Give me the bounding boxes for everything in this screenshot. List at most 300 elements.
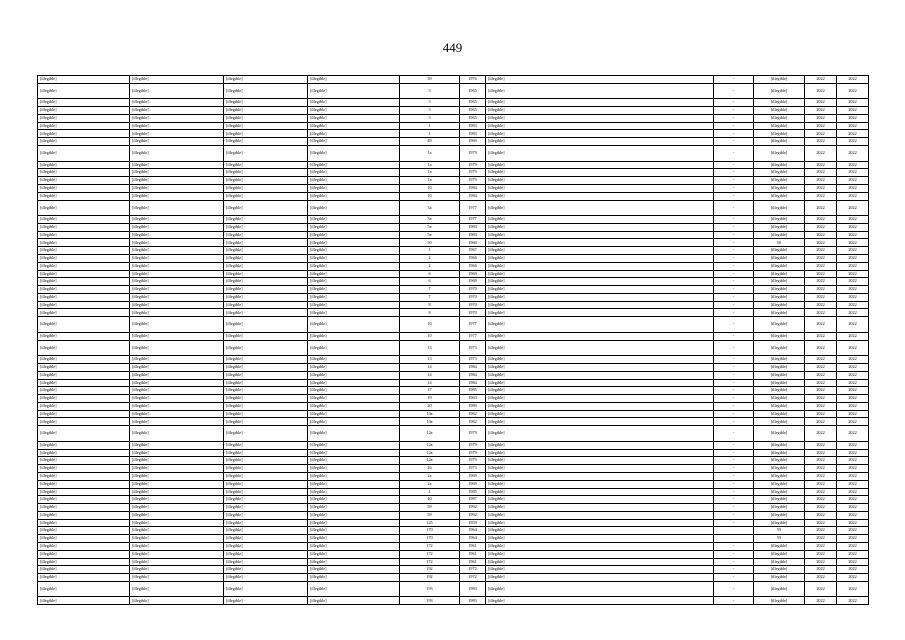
- cell-amount: [illegible]: [754, 301, 805, 309]
- cell-municipal-district: [illegible]: [38, 504, 130, 512]
- cell-year-end: 2022: [837, 130, 869, 138]
- table-row: [38, 457, 869, 465]
- cell-settlement: [illegible]: [224, 511, 308, 519]
- cell-okrug: [illegible]: [130, 122, 224, 130]
- table-row: [38, 496, 869, 504]
- cell-cost: -: [714, 402, 754, 410]
- table-row: [38, 192, 869, 200]
- cell-house-number: 3a: [400, 200, 460, 216]
- table-row: [38, 223, 869, 231]
- cell-work-type: [illegible]: [486, 395, 714, 403]
- cell-street: [illegible]: [308, 262, 400, 270]
- cell-year-end: 2022: [837, 114, 869, 122]
- table-row: [38, 371, 869, 379]
- cell-amount: [illegible]: [754, 581, 805, 597]
- table-row: [38, 83, 869, 99]
- cell-amount: [illegible]: [754, 255, 805, 263]
- cell-cost: -: [714, 76, 754, 84]
- cell-house-number: 2: [400, 255, 460, 263]
- cell-cost: -: [714, 449, 754, 457]
- cell-build-year: 1970: [460, 293, 486, 301]
- cell-cost: -: [714, 418, 754, 426]
- cell-amount: [illegible]: [754, 426, 805, 442]
- cell-municipal-district: [illegible]: [38, 402, 130, 410]
- cell-house-number: 2a: [400, 472, 460, 480]
- cell-work-type: [illegible]: [486, 402, 714, 410]
- cell-build-year: 1979: [460, 457, 486, 465]
- cell-work-type: [illegible]: [486, 356, 714, 364]
- cell-build-year: 1969: [460, 270, 486, 278]
- cell-municipal-district: [illegible]: [38, 395, 130, 403]
- table-row: [38, 262, 869, 270]
- cell-year-end: 2022: [837, 597, 869, 605]
- cell-amount: [illegible]: [754, 511, 805, 519]
- cell-year-start: 2022: [805, 535, 837, 543]
- cell-okrug: [illegible]: [130, 472, 224, 480]
- cell-municipal-district: [illegible]: [38, 542, 130, 550]
- cell-settlement: [illegible]: [224, 317, 308, 333]
- cell-year-start: 2022: [805, 216, 837, 224]
- cell-work-type: [illegible]: [486, 200, 714, 216]
- cell-cost: -: [714, 161, 754, 169]
- cell-cost: -: [714, 332, 754, 340]
- cell-municipal-district: [illegible]: [38, 387, 130, 395]
- cell-build-year: 1979: [460, 146, 486, 162]
- cell-municipal-district: [illegible]: [38, 574, 130, 582]
- cell-okrug: [illegible]: [130, 146, 224, 162]
- cell-build-year: 1972: [460, 566, 486, 574]
- cell-street: [illegible]: [308, 231, 400, 239]
- cell-year-start: 2022: [805, 449, 837, 457]
- table-row: [38, 177, 869, 185]
- cell-year-start: 2022: [805, 356, 837, 364]
- cell-house-number: 3: [400, 83, 460, 99]
- cell-municipal-district: [illegible]: [38, 200, 130, 216]
- cell-year-end: 2022: [837, 379, 869, 387]
- cell-okrug: [illegible]: [130, 317, 224, 333]
- cell-house-number: 14: [400, 363, 460, 371]
- cell-work-type: [illegible]: [486, 480, 714, 488]
- cell-work-type: [illegible]: [486, 542, 714, 550]
- cell-amount: [illegible]: [754, 161, 805, 169]
- table-row: [38, 239, 869, 247]
- cell-work-type: [illegible]: [486, 107, 714, 115]
- cell-amount: [illegible]: [754, 107, 805, 115]
- cell-year-start: 2022: [805, 146, 837, 162]
- cell-settlement: [illegible]: [224, 200, 308, 216]
- cell-street: [illegible]: [308, 387, 400, 395]
- table-row: [38, 114, 869, 122]
- cell-settlement: [illegible]: [224, 519, 308, 527]
- cell-house-number: 193: [400, 581, 460, 597]
- table-row: [38, 317, 869, 333]
- cell-year-end: 2022: [837, 371, 869, 379]
- table-row: [38, 504, 869, 512]
- cell-street: [illegible]: [308, 216, 400, 224]
- cell-cost: -: [714, 317, 754, 333]
- cell-build-year: 1977: [460, 200, 486, 216]
- cell-amount: [illegible]: [754, 480, 805, 488]
- cell-house-number: 59: [400, 504, 460, 512]
- table-row: [38, 138, 869, 146]
- cell-municipal-district: [illegible]: [38, 255, 130, 263]
- cell-build-year: 1976: [460, 76, 486, 84]
- cell-year-start: 2022: [805, 270, 837, 278]
- cell-street: [illegible]: [308, 395, 400, 403]
- cell-street: [illegible]: [308, 480, 400, 488]
- cell-build-year: 1977: [460, 332, 486, 340]
- cell-okrug: [illegible]: [130, 340, 224, 356]
- cell-build-year: 1967: [460, 247, 486, 255]
- cell-amount: [illegible]: [754, 542, 805, 550]
- cell-amount: [illegible]: [754, 130, 805, 138]
- cell-build-year: 1979: [460, 441, 486, 449]
- cell-build-year: 1965: [460, 114, 486, 122]
- cell-cost: -: [714, 107, 754, 115]
- cell-year-start: 2022: [805, 317, 837, 333]
- cell-work-type: [illegible]: [486, 83, 714, 99]
- cell-amount: [illegible]: [754, 169, 805, 177]
- cell-cost: -: [714, 216, 754, 224]
- cell-settlement: [illegible]: [224, 192, 308, 200]
- cell-year-start: 2022: [805, 465, 837, 473]
- cell-okrug: [illegible]: [130, 410, 224, 418]
- cell-settlement: [illegible]: [224, 363, 308, 371]
- cell-settlement: [illegible]: [224, 472, 308, 480]
- cell-municipal-district: [illegible]: [38, 216, 130, 224]
- cell-year-end: 2022: [837, 317, 869, 333]
- cell-street: [illegible]: [308, 239, 400, 247]
- cell-year-start: 2022: [805, 581, 837, 597]
- cell-work-type: [illegible]: [486, 371, 714, 379]
- cell-okrug: [illegible]: [130, 496, 224, 504]
- table-row: [38, 270, 869, 278]
- cell-year-start: 2022: [805, 114, 837, 122]
- table-row: [38, 122, 869, 130]
- cell-house-number: 170: [400, 535, 460, 543]
- cell-municipal-district: [illegible]: [38, 107, 130, 115]
- cell-year-start: 2022: [805, 550, 837, 558]
- cell-work-type: [illegible]: [486, 410, 714, 418]
- cell-year-end: 2022: [837, 558, 869, 566]
- cell-house-number: 1a: [400, 146, 460, 162]
- cell-year-start: 2022: [805, 597, 837, 605]
- cell-house-number: 170: [400, 527, 460, 535]
- cell-amount: [illegible]: [754, 395, 805, 403]
- cell-amount: [illegible]: [754, 340, 805, 356]
- cell-amount: [illegible]: [754, 387, 805, 395]
- cell-okrug: [illegible]: [130, 356, 224, 364]
- cell-amount: [illegible]: [754, 216, 805, 224]
- cell-municipal-district: [illegible]: [38, 169, 130, 177]
- cell-year-start: 2022: [805, 542, 837, 550]
- cell-year-start: 2022: [805, 402, 837, 410]
- cell-amount: [illegible]: [754, 441, 805, 449]
- cell-street: [illegible]: [308, 527, 400, 535]
- cell-year-end: 2022: [837, 480, 869, 488]
- cell-year-end: 2022: [837, 122, 869, 130]
- cell-build-year: 1961: [460, 542, 486, 550]
- cell-street: [illegible]: [308, 161, 400, 169]
- cell-settlement: [illegible]: [224, 410, 308, 418]
- cell-cost: [714, 535, 754, 543]
- cell-cost: -: [714, 441, 754, 449]
- cell-work-type: [illegible]: [486, 247, 714, 255]
- cell-work-type: [illegible]: [486, 76, 714, 84]
- cell-municipal-district: [illegible]: [38, 286, 130, 294]
- cell-house-number: 1: [400, 247, 460, 255]
- cell-year-end: 2022: [837, 426, 869, 442]
- cell-year-start: 2022: [805, 293, 837, 301]
- cell-year-end: 2022: [837, 457, 869, 465]
- cell-street: [illegible]: [308, 184, 400, 192]
- cell-amount: [illegible]: [754, 371, 805, 379]
- cell-house-number: 172: [400, 558, 460, 566]
- cell-amount: [illegible]: [754, 465, 805, 473]
- cell-street: [illegible]: [308, 278, 400, 286]
- cell-build-year: 1982: [460, 418, 486, 426]
- cell-year-end: 2022: [837, 574, 869, 582]
- table-row: [38, 465, 869, 473]
- cell-house-number: 13: [400, 340, 460, 356]
- table-row: [38, 332, 869, 340]
- cell-settlement: [illegible]: [224, 293, 308, 301]
- cell-okrug: [illegible]: [130, 550, 224, 558]
- cell-street: [illegible]: [308, 255, 400, 263]
- cell-cost: [714, 527, 754, 535]
- cell-amount: [illegible]: [754, 99, 805, 107]
- cell-year-start: 2022: [805, 262, 837, 270]
- cell-house-number: 2a: [400, 480, 460, 488]
- cell-cost: -: [714, 426, 754, 442]
- cell-amount: [illegible]: [754, 270, 805, 278]
- cell-municipal-district: [illegible]: [38, 247, 130, 255]
- cell-build-year: 1961: [460, 550, 486, 558]
- cell-year-end: 2022: [837, 395, 869, 403]
- cell-house-number: 2: [400, 262, 460, 270]
- cell-settlement: [illegible]: [224, 332, 308, 340]
- cell-cost: -: [714, 363, 754, 371]
- cell-okrug: [illegible]: [130, 130, 224, 138]
- cell-house-number: 14: [400, 371, 460, 379]
- table-row: [38, 278, 869, 286]
- cell-work-type: [illegible]: [486, 130, 714, 138]
- cell-cost: -: [714, 177, 754, 185]
- cell-municipal-district: [illegible]: [38, 371, 130, 379]
- cell-work-type: [illegible]: [486, 488, 714, 496]
- table-row: [38, 597, 869, 605]
- cell-municipal-district: [illegible]: [38, 410, 130, 418]
- cell-settlement: [illegible]: [224, 76, 308, 84]
- cell-cost: -: [714, 286, 754, 294]
- cell-okrug: [illegible]: [130, 519, 224, 527]
- cell-year-start: 2022: [805, 231, 837, 239]
- cell-house-number: 193: [400, 597, 460, 605]
- cell-build-year: 1984: [460, 363, 486, 371]
- cell-okrug: [illegible]: [130, 247, 224, 255]
- cell-street: [illegible]: [308, 301, 400, 309]
- cell-municipal-district: [illegible]: [38, 332, 130, 340]
- cell-cost: -: [714, 558, 754, 566]
- cell-settlement: [illegible]: [224, 262, 308, 270]
- cell-okrug: [illegible]: [130, 286, 224, 294]
- cell-work-type: [illegible]: [486, 441, 714, 449]
- cell-municipal-district: [illegible]: [38, 379, 130, 387]
- cell-settlement: [illegible]: [224, 426, 308, 442]
- cell-house-number: 50: [400, 239, 460, 247]
- cell-settlement: [illegible]: [224, 371, 308, 379]
- cell-settlement: [illegible]: [224, 496, 308, 504]
- cell-street: [illegible]: [308, 114, 400, 122]
- table-row: [38, 99, 869, 107]
- cell-year-end: 2022: [837, 301, 869, 309]
- cell-cost: -: [714, 192, 754, 200]
- cell-house-number: 7: [400, 286, 460, 294]
- cell-okrug: [illegible]: [130, 457, 224, 465]
- cell-house-number: 49: [400, 138, 460, 146]
- cell-year-start: 2022: [805, 122, 837, 130]
- cell-okrug: [illegible]: [130, 379, 224, 387]
- cell-amount: [illegible]: [754, 356, 805, 364]
- cell-year-start: 2022: [805, 99, 837, 107]
- table-row: [38, 169, 869, 177]
- cell-okrug: [illegible]: [130, 480, 224, 488]
- cell-house-number: 5a: [400, 223, 460, 231]
- cell-cost: -: [714, 387, 754, 395]
- cell-okrug: [illegible]: [130, 363, 224, 371]
- table-row: [38, 231, 869, 239]
- cell-settlement: [illegible]: [224, 184, 308, 192]
- cell-municipal-district: [illegible]: [38, 449, 130, 457]
- cell-settlement: [illegible]: [224, 449, 308, 457]
- cell-settlement: [illegible]: [224, 301, 308, 309]
- cell-house-number: 26: [400, 465, 460, 473]
- cell-settlement: [illegible]: [224, 340, 308, 356]
- cell-cost: -: [714, 200, 754, 216]
- cell-year-end: 2022: [837, 550, 869, 558]
- cell-build-year: 1992: [460, 504, 486, 512]
- cell-year-start: 2022: [805, 177, 837, 185]
- cell-street: [illegible]: [308, 441, 400, 449]
- cell-municipal-district: [illegible]: [38, 511, 130, 519]
- cell-house-number: 12a: [400, 449, 460, 457]
- cell-okrug: [illegible]: [130, 426, 224, 442]
- cell-street: [illegible]: [308, 574, 400, 582]
- cell-year-end: 2022: [837, 363, 869, 371]
- cell-settlement: [illegible]: [224, 309, 308, 317]
- cell-build-year: 1985: [460, 387, 486, 395]
- cell-year-start: 2022: [805, 511, 837, 519]
- cell-year-start: 2022: [805, 558, 837, 566]
- cell-build-year: 1966: [460, 255, 486, 263]
- table-row: [38, 379, 869, 387]
- cell-municipal-district: [illegible]: [38, 231, 130, 239]
- cell-street: [illegible]: [308, 286, 400, 294]
- cell-year-end: 2022: [837, 99, 869, 107]
- cell-cost: -: [714, 83, 754, 99]
- cell-street: [illegible]: [308, 472, 400, 480]
- cell-okrug: [illegible]: [130, 597, 224, 605]
- cell-year-end: 2022: [837, 581, 869, 597]
- cell-work-type: [illegible]: [486, 504, 714, 512]
- cell-build-year: 1969: [460, 138, 486, 146]
- cell-amount: [illegible]: [754, 293, 805, 301]
- cell-cost: -: [714, 122, 754, 130]
- cell-year-start: 2022: [805, 223, 837, 231]
- cell-build-year: 1992: [460, 511, 486, 519]
- cell-amount: [illegible]: [754, 192, 805, 200]
- cell-settlement: [illegible]: [224, 122, 308, 130]
- cell-house-number: 10: [400, 184, 460, 192]
- cell-municipal-district: [illegible]: [38, 177, 130, 185]
- table-row: [38, 286, 869, 294]
- cell-municipal-district: [illegible]: [38, 441, 130, 449]
- cell-street: [illegible]: [308, 535, 400, 543]
- cell-municipal-district: [illegible]: [38, 418, 130, 426]
- cell-build-year: 1959: [460, 519, 486, 527]
- cell-street: [illegible]: [308, 99, 400, 107]
- cell-house-number: 1: [400, 130, 460, 138]
- cell-street: [illegible]: [308, 581, 400, 597]
- cell-okrug: [illegible]: [130, 216, 224, 224]
- cell-municipal-district: [illegible]: [38, 309, 130, 317]
- cell-amount: [illegible]: [754, 138, 805, 146]
- cell-year-start: 2022: [805, 387, 837, 395]
- cell-amount: [illegible]: [754, 496, 805, 504]
- cell-cost: -: [714, 504, 754, 512]
- cell-year-start: 2022: [805, 340, 837, 356]
- cell-work-type: [illegible]: [486, 99, 714, 107]
- table-row: [38, 426, 869, 442]
- cell-year-start: 2022: [805, 395, 837, 403]
- cell-work-type: [illegible]: [486, 231, 714, 239]
- cell-house-number: 12a: [400, 426, 460, 442]
- cell-build-year: 1979: [460, 161, 486, 169]
- cell-work-type: [illegible]: [486, 262, 714, 270]
- cell-work-type: [illegible]: [486, 387, 714, 395]
- cell-okrug: [illegible]: [130, 504, 224, 512]
- cell-street: [illegible]: [308, 410, 400, 418]
- cell-year-end: 2022: [837, 239, 869, 247]
- cell-house-number: 3: [400, 107, 460, 115]
- cell-okrug: [illegible]: [130, 177, 224, 185]
- cell-build-year: 1970: [460, 286, 486, 294]
- cell-year-start: 2022: [805, 76, 837, 84]
- cell-build-year: 1966: [460, 262, 486, 270]
- cell-year-end: 2022: [837, 169, 869, 177]
- cell-build-year: 1989: [460, 402, 486, 410]
- cell-year-start: 2022: [805, 496, 837, 504]
- cell-house-number: 1a: [400, 177, 460, 185]
- cell-settlement: [illegible]: [224, 550, 308, 558]
- cell-settlement: [illegible]: [224, 558, 308, 566]
- cell-okrug: [illegible]: [130, 371, 224, 379]
- cell-work-type: [illegible]: [486, 177, 714, 185]
- cell-build-year: 1979: [460, 177, 486, 185]
- cell-house-number: 20: [400, 402, 460, 410]
- cell-okrug: [illegible]: [130, 169, 224, 177]
- cell-house-number: 1a: [400, 169, 460, 177]
- cell-work-type: [illegible]: [486, 535, 714, 543]
- cell-settlement: [illegible]: [224, 216, 308, 224]
- cell-build-year: 1985: [460, 488, 486, 496]
- cell-amount: [illegible]: [754, 558, 805, 566]
- cell-okrug: [illegible]: [130, 395, 224, 403]
- cell-build-year: 1983: [460, 223, 486, 231]
- cell-build-year: 1969: [460, 480, 486, 488]
- cell-street: [illegible]: [308, 519, 400, 527]
- cell-work-type: [illegible]: [486, 239, 714, 247]
